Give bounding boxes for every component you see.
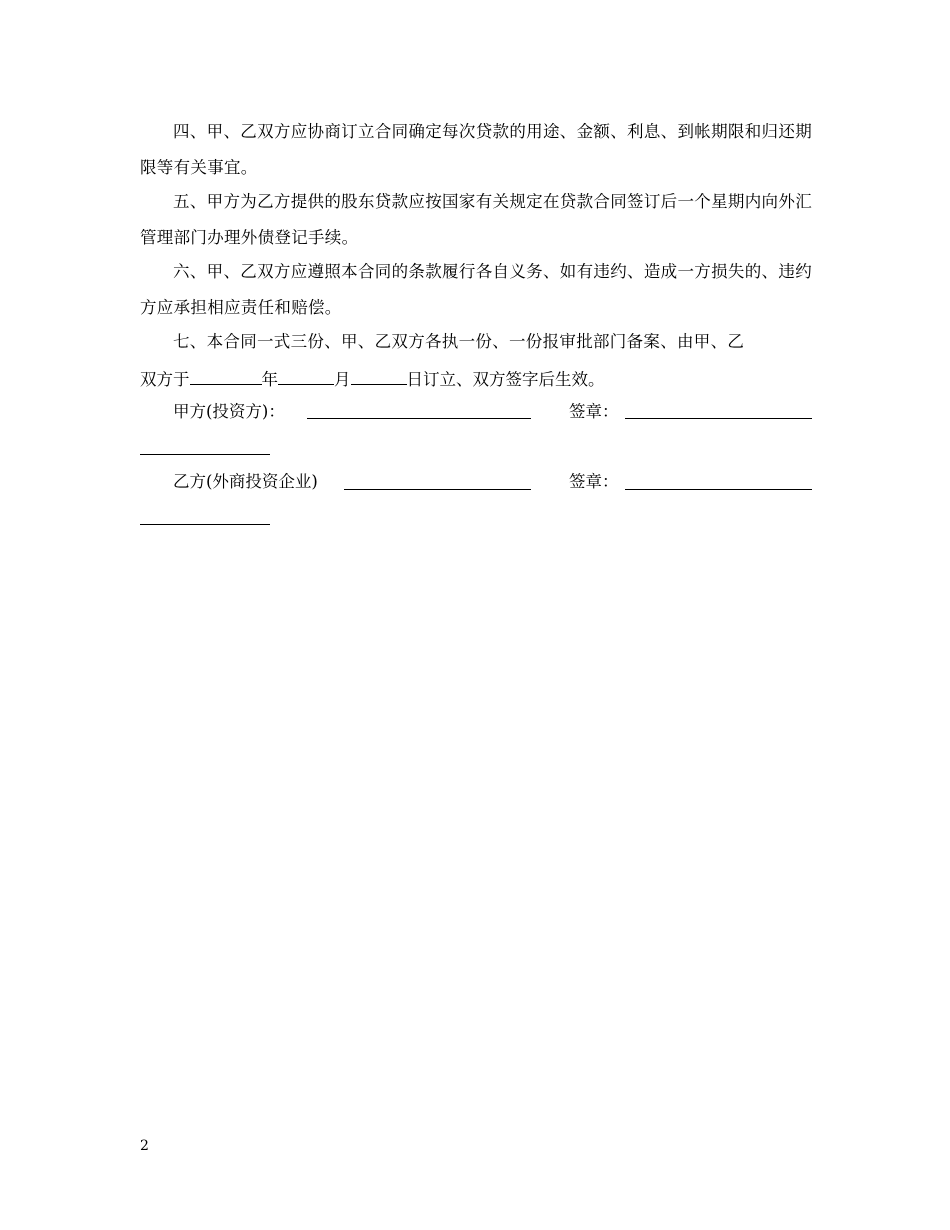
year-label: 年: [261, 370, 278, 389]
party-b-seal-line: [625, 489, 812, 490]
party-a-seal-line-cont: [140, 454, 270, 455]
month-label: 月: [334, 370, 351, 389]
clause-7-line-2: [140, 368, 605, 390]
clause-5: 五、甲方为乙方提供的股东贷款应按国家有关规定在贷款合同签订后一个星期内向外汇管理部门办理外债登记手续。: [140, 192, 812, 247]
party-a-seal-line: [625, 418, 812, 419]
party-a-signature-line: [307, 418, 531, 419]
party-b-signature-line: [344, 489, 531, 490]
clause-7-line-1: 七、本合同一式三份、甲、乙双方各执一份、一份报审批部门备案、由甲、乙: [173, 332, 745, 351]
day-blank: [351, 368, 407, 385]
month-blank: [278, 368, 334, 385]
year-blank: [190, 368, 262, 385]
party-b-seal-line-cont: [140, 524, 270, 525]
clause-6: 六、甲、乙双方应遵照本合同的条款履行各自义务、如有违约、造成一方损失的、违约方应承担相应责任和赔偿。: [140, 262, 812, 317]
clause-7-prefix: 双方于: [140, 370, 190, 389]
page-number: 2: [140, 1138, 149, 1154]
clause-7-suffix: 日订立、双方签字后生效。: [406, 370, 605, 389]
party-b-label: 乙方(外商投资企业): [173, 472, 318, 491]
party-b-seal-label: 签章：: [569, 472, 619, 491]
clause-4: 四、甲、乙双方应协商订立合同确定每次贷款的用途、金额、利息、到帐期限和归还期限等有关事宜。: [140, 122, 812, 177]
party-a-label: 甲方(投资方)：: [173, 402, 285, 421]
party-a-seal-label: 签章：: [569, 402, 619, 421]
